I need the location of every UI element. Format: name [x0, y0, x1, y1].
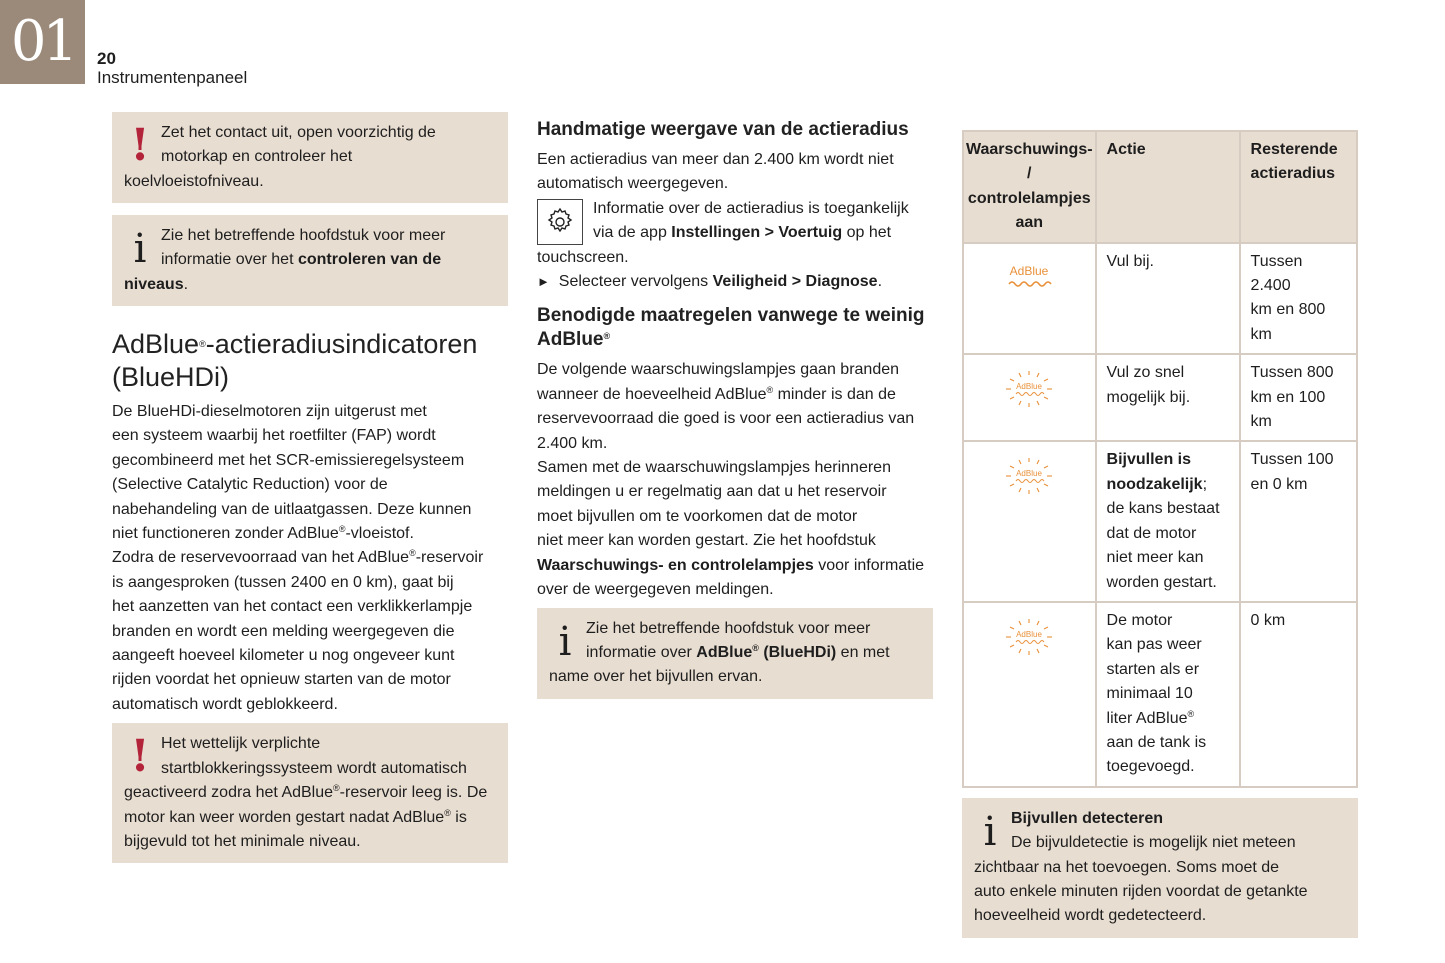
range-cell: Tussen 800 km en 100 km — [1240, 354, 1357, 441]
action-cell: De motor kan pas weer starten als er minimaal 10 liter AdBlue® aan de tank is toegevoegd. — [1096, 602, 1240, 787]
page-number: 20 — [97, 49, 116, 68]
table-row — [963, 243, 1357, 355]
note-line: startblokkeringssysteem wordt automatisch — [161, 759, 467, 777]
svg-text:AdBlue: AdBlue — [1016, 469, 1043, 479]
heading-measures-line2: AdBlue® — [537, 329, 611, 351]
step-line: ► Selecteer vervolgens Veiligheid > Diagnose. — [537, 273, 883, 291]
text-line: rijden voordat het opnieuw starten van de motor — [112, 671, 451, 689]
lamp-cell — [963, 441, 1096, 601]
lamp-cell — [963, 354, 1096, 441]
note-line: bijgevuld tot het minimale niveau. — [124, 832, 361, 850]
text-line: automatisch weergegeven. — [537, 175, 729, 193]
note-line: Zie het betreffende hoofdstuk voor meer — [161, 227, 446, 244]
text-line: niet functioneren zonder AdBlue®-vloeistof. — [112, 524, 414, 543]
note-line: informatie over het controleren van de — [161, 251, 442, 269]
text-line: het aanzetten van het contact een verklikkerlampje — [112, 598, 473, 616]
info-note-levels — [112, 215, 508, 306]
note-line: informatie over AdBlue® (BlueHDi) en met — [586, 642, 890, 661]
header-lamps: Waarschuwings- / controlelampjes aan — [963, 131, 1096, 243]
text-line: meldingen u er regelmatig aan dat u het reservoir — [537, 483, 887, 501]
svg-text:AdBlue: AdBlue — [1016, 629, 1043, 639]
section-title: AdBlue®-actieradiusindicatoren — [112, 329, 478, 359]
note-line: koelvloeistofniveau. — [124, 172, 264, 190]
adblue-lamp-flashing-icon — [1004, 456, 1054, 496]
adblue-intro-text — [112, 400, 508, 717]
text-line: reservevoorraad die goed is voor een actieradius van — [537, 410, 915, 428]
text-line: Samen met de waarschuwingslampjes herinneren — [537, 459, 891, 477]
note-line: zichtbaar na het toevoegen. Soms moet de — [974, 858, 1280, 876]
range-cell: 0 km — [1240, 602, 1357, 787]
adblue-lamp-flashing-icon — [1004, 369, 1054, 409]
column-left — [112, 112, 508, 863]
note-line: hoeveelheid wordt gedetecteerd. — [974, 907, 1207, 925]
text-line: via de app Instellingen > Voertuig op het — [593, 224, 892, 242]
text-line: Waarschuwings- en controlelampjes voor informatie — [537, 556, 925, 574]
info-icon: i — [133, 226, 147, 272]
lamp-cell — [963, 602, 1096, 787]
column-middle — [537, 118, 933, 699]
text-line: gecombineerd met het SCR-emissieregelsysteem — [112, 451, 465, 469]
heading-measures: Benodigde maatregelen vanwege te weinig — [537, 305, 925, 327]
action-cell: Bijvullen is noodzakelijk; de kans bestaat dat de motor niet meer kan worden gestart. — [1096, 441, 1240, 601]
table-row — [963, 441, 1357, 601]
table-row — [963, 354, 1357, 441]
text-line: De volgende waarschuwingslampjes gaan branden — [537, 361, 900, 379]
range-cell: Tussen 2.400 km en 800 km — [1240, 243, 1357, 355]
text-line: automatisch wordt geblokkeerd. — [112, 695, 338, 713]
range-cell: Tussen 100 en 0 km — [1240, 441, 1357, 601]
note-line: geactiveerd zodra het AdBlue®-reservoir leeg is. De — [124, 783, 488, 802]
text-line: 2.400 km. — [537, 434, 608, 452]
note-line: motorkap en controleer het — [161, 148, 353, 166]
warning-lamps-table — [962, 130, 1358, 788]
note-title: Bijvullen detecteren — [1011, 809, 1164, 827]
text-line: moet bijvullen om te voorkomen dat de motor — [537, 507, 858, 525]
note-line: niveaus. — [124, 275, 189, 293]
text-line: nabehandeling van de uitlaatgassen. Deze kunnen — [112, 500, 472, 518]
note-line: De bijvuldetectie is mogelijk niet meteen — [1011, 834, 1296, 852]
text-line: over de weergegeven meldingen. — [537, 581, 774, 599]
text-line: een systeem waarbij het roetfilter (FAP) wordt — [112, 427, 436, 445]
note-line: Zet het contact uit, open voorzichtig de — [161, 124, 436, 141]
table-header-row — [963, 131, 1357, 243]
header-action: Actie — [1096, 131, 1240, 243]
settings-instruction — [537, 197, 933, 270]
section-title-sub: (BlueHDi) — [112, 362, 230, 392]
info-note-refill-detect — [962, 798, 1358, 938]
info-icon: i — [983, 808, 997, 855]
section-name: Instrumentenpaneel — [97, 68, 248, 87]
warning-note-start-block — [112, 723, 508, 863]
adblue-lamp-icon — [1004, 264, 1054, 292]
column-right — [962, 130, 1358, 938]
measures-text — [537, 358, 933, 553]
text-line: wanneer de hoeveelheid AdBlue® minder is dan de — [537, 384, 896, 403]
text-line: branden en wordt een melding weergegeven die — [112, 622, 455, 640]
text-line: niet meer kan worden gestart. Zie het hoofdstuk — [537, 532, 876, 550]
info-note-adblue — [537, 608, 933, 699]
note-line: name over het bijvullen ervan. — [549, 668, 763, 686]
header-range: Resterende actieradius — [1240, 131, 1357, 243]
exclamation-icon: ! — [130, 731, 150, 783]
arrow-icon: ► — [537, 274, 550, 290]
text-line: (Selective Catalytic Reduction) voor de — [112, 476, 388, 494]
text-line: Informatie over de actieradius is toegankelijk — [593, 199, 909, 217]
action-cell: Vul zo snel mogelijk bij. — [1096, 354, 1240, 441]
warning-note-coolant — [112, 112, 508, 203]
info-icon: i — [558, 618, 572, 665]
svg-text:AdBlue: AdBlue — [1009, 263, 1049, 278]
chapter-tab: 01 — [0, 0, 85, 84]
note-line: Zie het betreffende hoofdstuk voor meer — [586, 619, 871, 637]
text-line: Zodra de reservevoorraad van het AdBlue®-reservoir — [112, 548, 484, 567]
text-line: De BlueHDi-dieselmotoren zijn uitgerust met — [112, 403, 427, 420]
action-cell: Vul bij. — [1096, 243, 1240, 355]
text-line: is aangesproken (tussen 2400 en 0 km), gaat bij — [112, 573, 454, 591]
note-line: Het wettelijk verplichte — [161, 735, 321, 753]
note-line: motor kan weer worden gestart nadat AdBlue® is — [124, 807, 467, 826]
heading-manual-range: Handmatige weergave van de actieradius — [537, 119, 909, 140]
adblue-lamp-flashing-icon — [1004, 617, 1054, 657]
lamp-cell — [963, 243, 1096, 355]
gear-icon — [537, 199, 583, 245]
table-row — [963, 602, 1357, 787]
text-line: touchscreen. — [537, 248, 629, 266]
svg-text:AdBlue: AdBlue — [1016, 382, 1043, 392]
exclamation-icon: ! — [130, 120, 150, 171]
text-line: Een actieradius van meer dan 2.400 km wordt niet — [537, 151, 894, 168]
note-line: auto enkele minuten rijden voordat de getankte — [974, 882, 1308, 900]
text-line: aangeeft hoeveel kilometer u nog ongeveer kunt — [112, 647, 455, 665]
